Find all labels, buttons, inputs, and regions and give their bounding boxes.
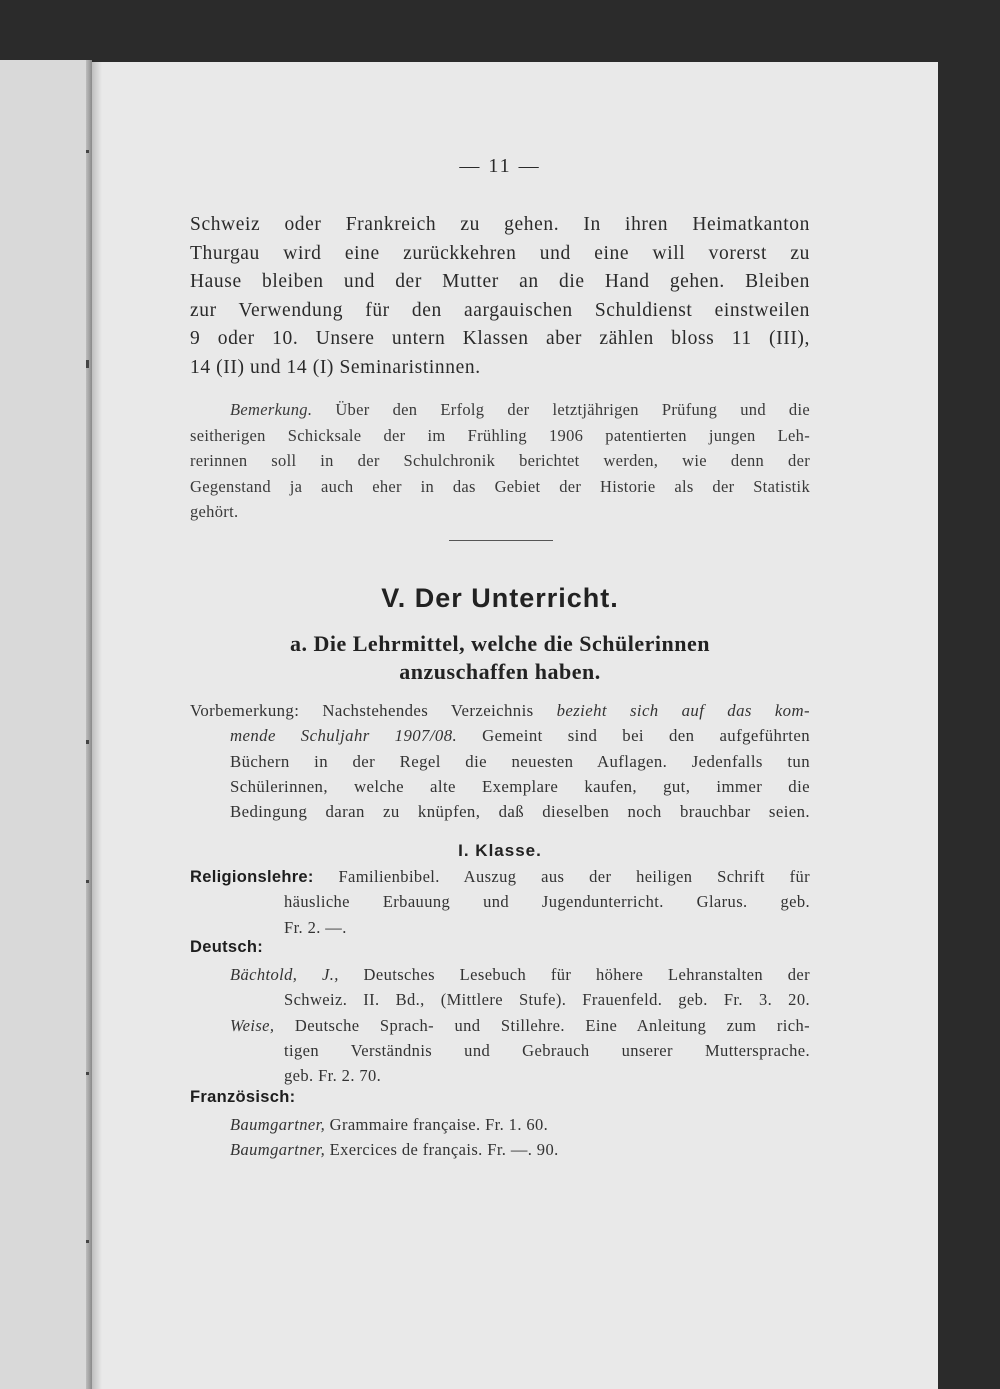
- subtitle-line: a. Die Lehrmittel, welche die Schülerinnen: [289, 631, 710, 656]
- prenote-paragraph: [190, 698, 810, 824]
- text-line: gehört.: [190, 502, 239, 521]
- book-text: Exercices de français. Fr. —. 90.: [329, 1140, 559, 1160]
- text-line: Gegenstand ja auch eher in das Gebiet der Historie als der Statistik: [190, 476, 810, 496]
- prenote-text: Gemeint sind bei den aufgeführten: [482, 726, 810, 746]
- section-divider: [449, 540, 553, 541]
- prenote-label: Vorbemerkung:: [190, 701, 300, 720]
- author-name: Weise,: [230, 1015, 275, 1035]
- text-line: rerinnen soll in der Schulchronik berichtet werden, wie denn der: [190, 451, 810, 470]
- prenote-first-line: [190, 698, 810, 723]
- book-first-line: [190, 1013, 810, 1038]
- text-line: Büchern in der Regel die neuesten Auflagen. Jedenfalls tun: [230, 751, 810, 771]
- text-line: Thurgau wird eine zurückkehren und eine will vorerst zu: [190, 242, 810, 264]
- book-line: [190, 1137, 810, 1162]
- text-line: Schülerinnen, welche alte Exemplare kaufen, gut, immer die: [230, 776, 810, 796]
- book-text: Deutsches Lesebuch für höhere Lehranstalten der: [363, 965, 810, 984]
- text-line: häusliche Erbauung und Jugendunterricht. Glarus. geb.: [284, 892, 810, 912]
- adjacent-page-edge: [0, 60, 92, 1389]
- author-name: Bächtold, J.,: [230, 965, 339, 984]
- remark-first-line: [190, 397, 810, 423]
- prenote-text: Nachstehendes Verzeichnis: [322, 701, 534, 720]
- remark-paragraph: [190, 397, 810, 525]
- intro-paragraph: [190, 211, 810, 382]
- section-subtitle: [190, 630, 810, 686]
- section-title: V. Der Unterricht.: [381, 583, 619, 613]
- subtitle-line: anzuschaffen haben.: [399, 659, 601, 684]
- text-line: zur Verwendung für den aargauischen Schuldienst einstweilen: [190, 299, 810, 321]
- religion-entry: [190, 864, 810, 940]
- book-text: Deutsche Sprach- und Stillehre. Eine Anleitung zum rich-: [294, 1015, 810, 1035]
- remark-text: Über den Erfolg der letztjährigen Prüfung und die: [335, 400, 810, 419]
- class-heading: I. Klasse.: [458, 841, 542, 860]
- prenote-emphasis: mende Schuljahr 1907/08.: [230, 726, 458, 746]
- book-line: [190, 1112, 810, 1137]
- author-name: Baumgartner,: [230, 1140, 326, 1160]
- text-line: tigen Verständnis und Gebrauch unserer Muttersprache.: [284, 1040, 810, 1060]
- subject-label: Religionslehre:: [190, 868, 314, 886]
- deutsch-entries: [190, 962, 810, 1088]
- text-line: Schweiz. II. Bd., (Mittlere Stufe). Frauenfeld. geb. Fr. 3. 20.: [284, 990, 810, 1010]
- text-line: 9 oder 10. Unsere untern Klassen aber zählen bloss 11 (III),: [190, 328, 810, 349]
- subject-label: Deutsch:: [190, 938, 263, 956]
- text-line: 14 (II) und 14 (I) Seminaristinnen.: [190, 356, 481, 378]
- book-first-line: [190, 962, 810, 987]
- page-number: — 11 —: [459, 155, 541, 177]
- gutter-shadow: [92, 62, 102, 1389]
- book-text: Familienbibel. Auszug aus der heiligen Schrift für: [338, 867, 811, 886]
- religion-first-line: [190, 864, 810, 889]
- text-line: Schweiz oder Frankreich zu gehen. In ihren Heimatkanton: [190, 214, 810, 235]
- author-name: Baumgartner,: [230, 1115, 326, 1134]
- subject-label: Französisch:: [190, 1088, 296, 1106]
- franzoesisch-entries: [190, 1112, 810, 1163]
- prenote-second-line: [190, 723, 810, 748]
- book-text: Grammaire française. Fr. 1. 60.: [329, 1115, 549, 1134]
- text-line: Bedingung daran zu knüpfen, daß dieselben noch brauchbar seien.: [230, 802, 810, 822]
- text-line: Fr. 2. —.: [284, 917, 347, 937]
- prenote-emphasis: bezieht sich auf das kom-: [556, 701, 810, 720]
- text-line: geb. Fr. 2. 70.: [284, 1066, 382, 1086]
- remark-label: Bemerkung.: [230, 400, 313, 419]
- text-line: seitherigen Schicksale der im Frühling 1906 patentierten jungen Leh-: [190, 425, 810, 445]
- text-line: Hause bleiben und der Mutter an die Hand gehen. Bleiben: [190, 271, 810, 292]
